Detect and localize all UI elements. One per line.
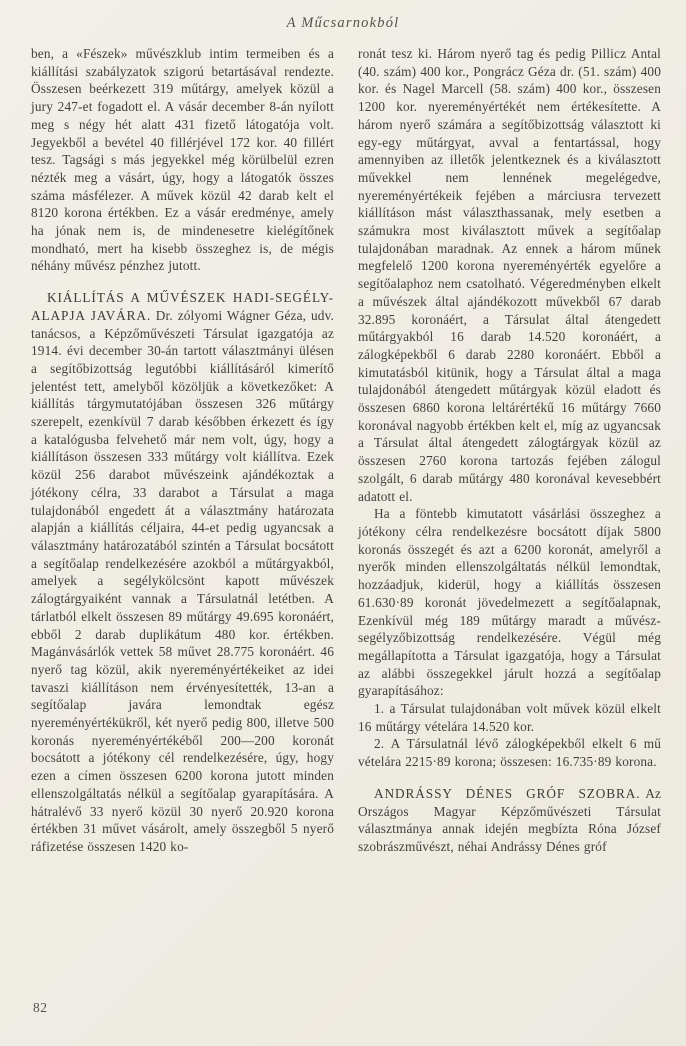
paragraph-text: Ha a föntebb kimutatott vásárlási összeghez a jótékony célra rendelkezésre bocsátott díjak 5800 koronás összegét és azt a 6200 koronát, amelyről a nyerők minden ellenszolgáltatás nélkül lemondtak, hozzáadjuk, kiderül, hogy a kiállítás összesen 61.630·89 koronát jövedelmezett a segítőalapnak, Ezenkívül még 189 műtárgy maradt a művész-segélyzőbizottság rendelkezésére. Végül még megállapította a Társulat igazgatója, hogy a Társulat az alábbi összegekkel járult hozzá a segítőalap gyarapításához:	[358, 506, 661, 699]
list-item	[358, 735, 661, 770]
paragraph	[31, 289, 334, 856]
running-header: A Műcsarnokból	[286, 15, 400, 31]
paragraph	[358, 785, 661, 856]
paragraph-text: Az Országos Magyar Képzőművészeti Társulat választmánya annak idején megbízta Róna József szobrászművészt, néhai Andrássy Dénes gróf	[358, 785, 661, 854]
section-lead: ANDRÁSSY DÉNES GRÓF SZOBRA.	[374, 785, 641, 801]
paragraph-text: ronát tesz ki. Három nyerő tag és pedig Pillicz Antal (40. szám) 400 kor., Pongrácz Géza dr. (51. szám) 400 kor. és Nagel Marcell (58. szám) 400 kor., összesen 1200 kor. nyereményértékét nem értékesítette. A három nyerő számára a segítőbizottság választott ki egy-egy műtárgyat, avval a fentartással, hogy amennyiben az illetők jelentkeznek és a kiválasztott művekkel nem lennének megelégedve, nyereményértékeik fejében a márciusra tervezett kiállításon mást választhassanak, mely esetben a számukra most kiválasztott művek a segítőalap tulajdonában maradnak. Az ennek a három műnek megfelelő 1200 korona nyereményérték egyelőre a segítőalaphoz nem csatolható. Végeredményben elkelt a művészek által ajándékozott művekből 67 darab 32.895 koronáért, a Társulat által átengedett műtárgyakból 16 darab 14.520 koronáért, a zálogképekből 6 darab 2280 koronáért. Ebből a kimutatásból kitünik, hogy a Társulat által a maga tulajdonából átengedett műtárgyak közül eladott és összesen 6860 korona leltárértékű 16 műtárgy 7660 koronával nagyobb értékben kelt el, míg az ugyancsak a Társulat által átengedett zálogtárgyak közül az összesen 2760 korona tartozás fejében zálogul szolgált, 6 darab műtárgy 480 koronával kevesebbért adatott el.	[358, 46, 661, 504]
right-column	[358, 45, 661, 856]
paragraph-text: 1. a Társulat tulajdonában volt művek közül elkelt 16 műtárgy vételára 14.520 kor.	[358, 701, 661, 734]
paragraph	[358, 505, 661, 700]
section-lead: KIÁLLÍTÁS A MŰVÉSZEK HADI-SEGÉLY-ALAPJA JAVÁRA.	[31, 290, 334, 323]
left-column	[31, 45, 334, 856]
list-item	[358, 700, 661, 735]
text-columns	[0, 32, 686, 856]
paragraph	[31, 45, 334, 275]
paragraph-text: 2. A Társulatnál lévő zálogképekből elkelt 6 mű vételára 2215·89 korona; összesen: 16.735·89 korona.	[358, 736, 661, 770]
paragraph-text: ben, a «Fészek» művészklub intim termeiben és a kiállítási szabályzatok szigorú betartásával rendezte. Összesen beérkezett 319 műtárgy, amelyek közül a jury 247-et fogadott el. A vásár december 8-án nyílott meg s négy hét alatt 431 fizető látogatója volt. Jegyekből a bevétel 40 fillérjével 172 kor. 40 fillért tesz. Tagsági s más jegyekkel még körülbelül ezren nézték meg a vásárt, úgy, hogy a látogatók összes száma másfélezer. A művek közül 42 darab kelt el 8120 korona értékben. Ez a vásár eredménye, amely ha jónak nem is, de mindenesetre kielégítőnek mondható, mert ha kisebb összeghez is, de mégis néhány művész pénzhez jutott.	[31, 46, 334, 274]
paragraph	[358, 45, 661, 505]
page-number: 82	[33, 1000, 48, 1015]
paragraph-text: Dr. zólyomi Wágner Géza, udv. tanácsos, a Képzőművészeti Társulat igazgatója az 1914. évi december 30-án tartott választmányi ülésen a segítőbizottság legutóbbi kiállításáról kimerítő jelentést tett, amelyből közöljük a következőket: A kiállítás tárgymutatójában összesen 326 műtárgy szerepelt, ezenkívül 7 darab későbben érkezett és így a katalógusba felvehető már nem volt, úgy, hogy a kiállításon összesen 333 műtárgy volt kiállítva. Ezek közül 256 darabot művészeink ajándékoztak a jótékony célra, 33 darabot a Társulat a maga tulajdonából engedett át a választmány határozata alapján a kiállítás céljaira, 44-et pedig ugyancsak a választmány határozatából szintén a Társulat bocsátott a segítőalap rendelkezésére azokból a műtárgyakból, amelyek a segélykölcsönt kapott művészek zálogtárgyaiként vannak a Társulatnál letétben. A tárlatból elkelt összesen 89 műtárgy 49.695 koronáért, ebből 2 darab duplikátum 480 kor. értékben. Magánvásárlók vettek 58 művet 28.775 koronáért. 46 nyerő tag közül, akik nyereményértékeiket az idei tavaszi kiállításon nem érvényesítették, 13-an a segítőalap javára lemondtak egész nyereményértékükről, két nyerő pedig 800, illetve 500 koronás nyereményértékéből 200—200 koronát bocsátott a jótékony cél rendelkezésére, úgy, hogy ezen a címen összesen 6200 korona jutott minden ellenszolgáltatás nélkül a segítőalap gyarapítására. A hátralévő 33 nyerő közül 30 nyerő 20.920 korona értékben 31 művet vásárolt, amely összegből 5 nyerő ráfizetése összesen 1420 ko-	[31, 307, 334, 854]
